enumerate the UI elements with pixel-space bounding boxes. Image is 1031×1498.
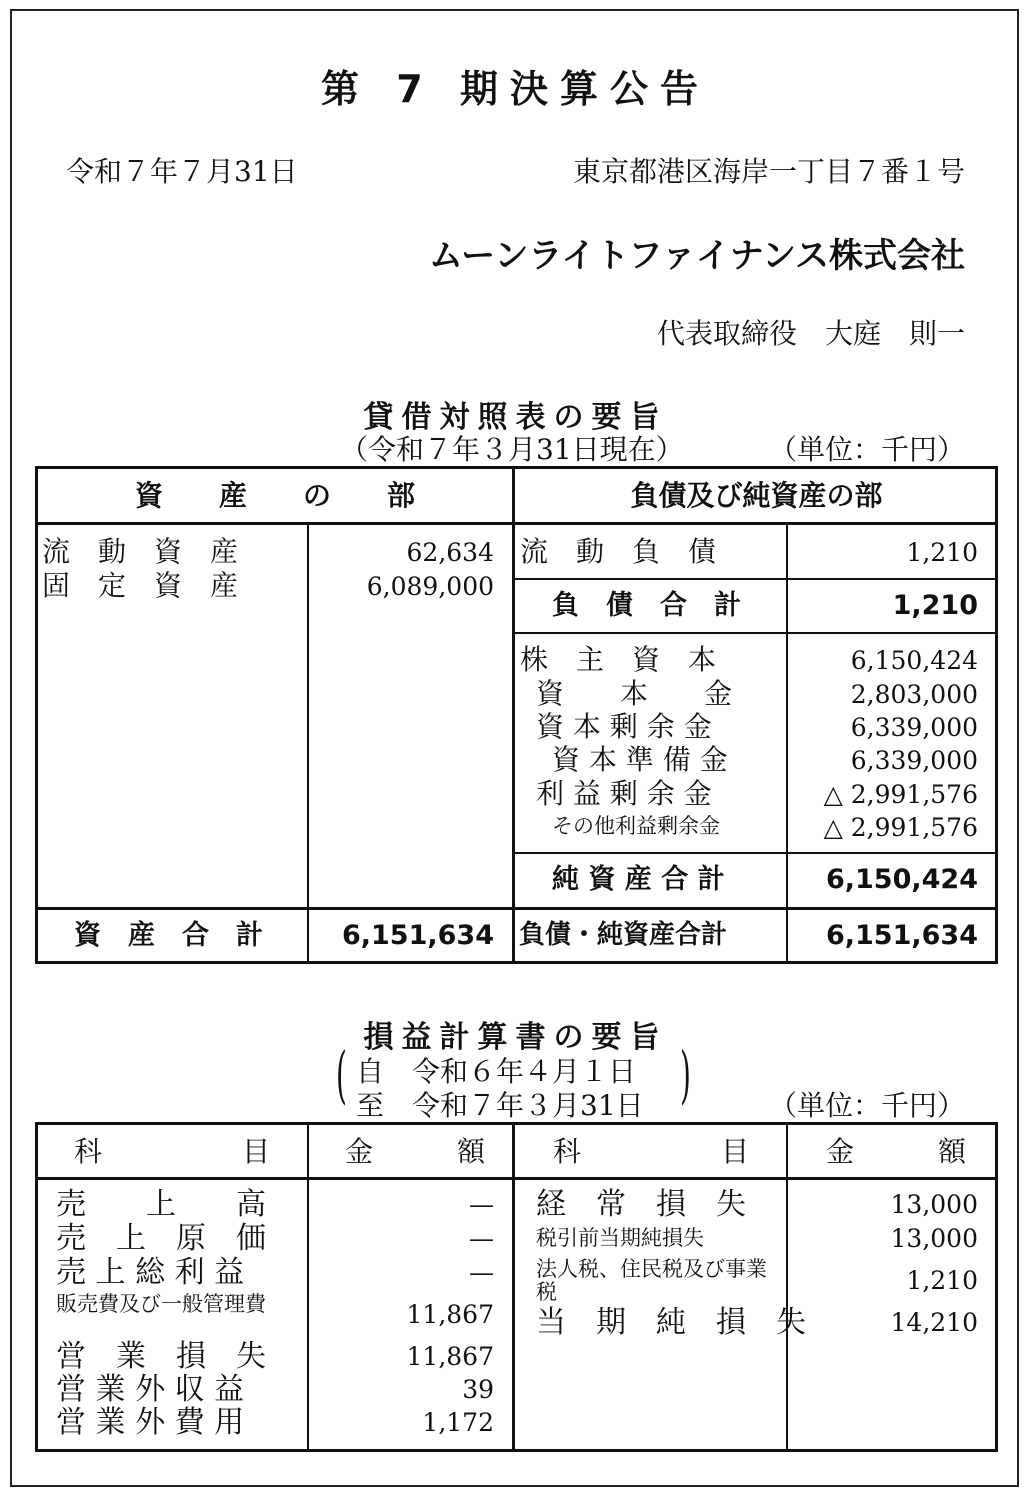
- assets-total-value: 6,151,634: [341, 920, 494, 951]
- assets-total-label: 資 産 合 計: [74, 920, 263, 951]
- grand-total-label: 負債・純資産合計: [519, 920, 728, 950]
- ordinary-loss-value: 13,000: [890, 1190, 978, 1219]
- income-taxes-label: 法人税、住民税及び事業税: [536, 1257, 767, 1304]
- income-statement-title: 損益計算書の要旨: [363, 1020, 668, 1055]
- capital-reserve-value: 6,339,000: [850, 746, 978, 775]
- pretax-loss-value: 13,000: [890, 1224, 978, 1253]
- other-retained-earnings-value: △ 2,991,576: [823, 813, 978, 842]
- period-to: 至 令和７年３月31日: [356, 1089, 644, 1122]
- shareholders-equity-value: 6,150,424: [850, 646, 978, 675]
- sales-label: 売 上 高: [56, 1187, 266, 1222]
- shareholders-equity-label: 株 主 資 本: [520, 643, 717, 676]
- balance-sheet-date: （令和７年３月31日現在）: [340, 433, 684, 466]
- net-loss-label: 当 期 純 損 失: [536, 1305, 806, 1340]
- representative: 代表取締役 大庭 則一: [656, 317, 965, 350]
- current-assets-label: 流 動 資 産: [42, 535, 239, 568]
- operating-loss-value: 11,867: [406, 1342, 494, 1371]
- pretax-loss-label: 税引前当期純損失: [536, 1226, 704, 1250]
- capital-stock-label: 資 本 金: [536, 677, 733, 710]
- period-paren-open: (: [336, 1038, 347, 1111]
- net-loss-value: 14,210: [890, 1308, 978, 1337]
- capital-stock-value: 2,803,000: [850, 680, 978, 709]
- left-item-header: 科 目: [74, 1135, 271, 1168]
- current-liabilities-label: 流 動 負 債: [520, 535, 717, 568]
- liabilities-total-value: 1,210: [892, 590, 978, 621]
- left-amount-header: 金 額: [345, 1135, 486, 1168]
- capital-surplus-label: 資 本 剰 余 金: [536, 710, 712, 743]
- sga-label: 販売費及び一般管理費: [56, 1292, 266, 1316]
- period-from: 自 令和６年４月１日: [356, 1055, 637, 1088]
- right-amount-header: 金 額: [826, 1135, 967, 1168]
- income-taxes-value: 1,210: [906, 1266, 978, 1295]
- gross-profit-label: 売 上 総 利 益: [56, 1255, 245, 1290]
- other-retained-earnings-label: その他利益剰余金: [552, 814, 720, 838]
- fixed-assets-value: 6,089,000: [366, 572, 494, 601]
- retained-earnings-label: 利 益 剰 余 金: [536, 777, 712, 810]
- grand-total-value: 6,151,634: [825, 920, 978, 951]
- cost-of-sales-value: —: [469, 1224, 494, 1253]
- cost-of-sales-label: 売 上 原 価: [56, 1221, 266, 1256]
- company-name: ムーンライトファイナンス株式会社: [428, 236, 965, 276]
- ordinary-loss-label: 経 常 損 失: [536, 1187, 746, 1222]
- sales-value: —: [469, 1190, 494, 1219]
- operating-loss-label: 営 業 損 失: [56, 1339, 266, 1374]
- net-assets-total-label: 純 資 産 合 計: [552, 864, 725, 895]
- net-assets-total-value: 6,150,424: [825, 864, 978, 895]
- notice-date: 令和７年７月31日: [66, 155, 298, 188]
- non-operating-expenses-value: 1,172: [422, 1408, 494, 1437]
- income-statement-unit: （単位：千円）: [768, 1089, 965, 1122]
- retained-earnings-value: △ 2,991,576: [823, 780, 978, 809]
- gross-profit-value: —: [469, 1258, 494, 1287]
- fixed-assets-label: 固 定 資 産: [42, 569, 239, 602]
- current-liabilities-value: 1,210: [906, 538, 978, 567]
- capital-surplus-value: 6,339,000: [850, 713, 978, 742]
- company-address: 東京都港区海岸一丁目７番１号: [572, 155, 965, 188]
- balance-sheet-title: 貸借対照表の要旨: [363, 400, 668, 435]
- page-title: 第 7 期決算公告: [321, 67, 710, 111]
- non-operating-income-value: 39: [462, 1375, 494, 1404]
- non-operating-expenses-label: 営 業 外 費 用: [56, 1405, 245, 1440]
- capital-reserve-label: 資 本 準 備 金: [552, 743, 728, 776]
- current-assets-value: 62,634: [406, 538, 494, 567]
- sga-value: 11,867: [406, 1300, 494, 1329]
- balance-sheet-unit: （単位：千円）: [768, 433, 965, 466]
- right-item-header: 科 目: [553, 1135, 750, 1168]
- assets-section-header: 資 産 の 部: [134, 479, 415, 512]
- period-paren-close: ): [680, 1038, 691, 1111]
- liabilities-total-label: 負 債 合 計: [552, 590, 741, 621]
- liabilities-section-header: 負債及び純資産の部: [630, 479, 883, 512]
- non-operating-income-label: 営 業 外 収 益: [56, 1372, 245, 1407]
